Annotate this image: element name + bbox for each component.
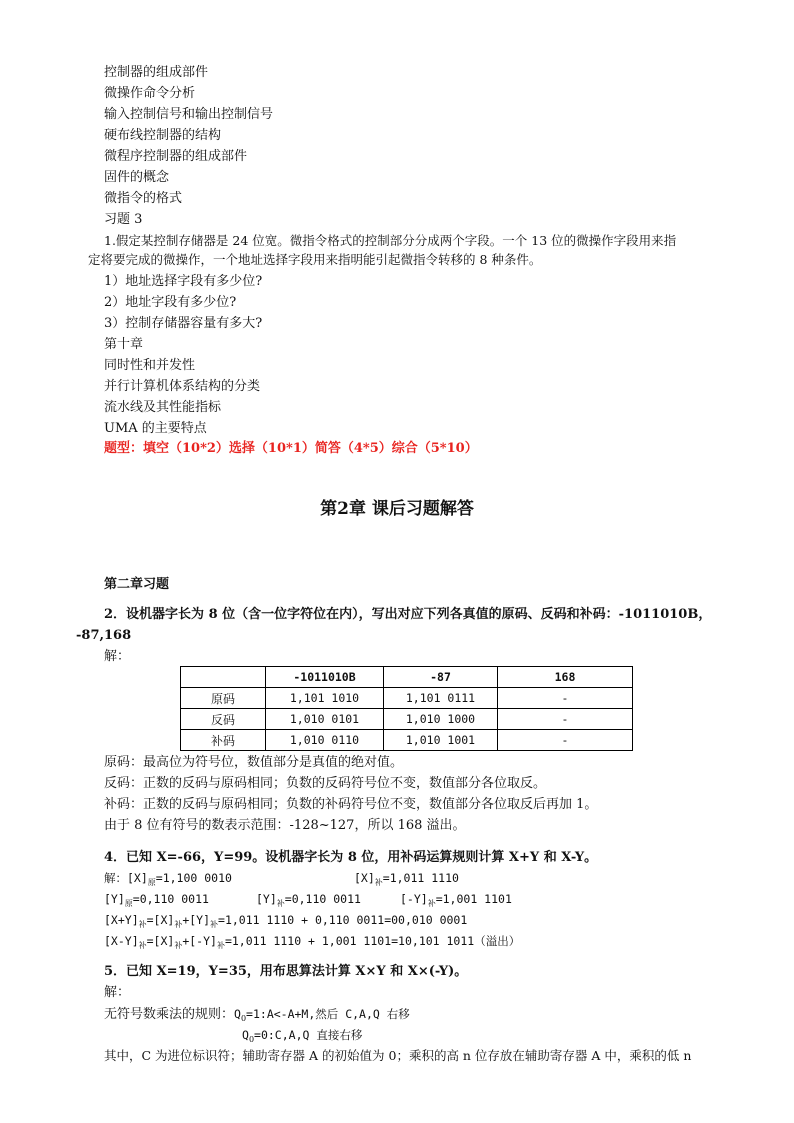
table-header-cell xyxy=(181,667,266,688)
q1-sub-item: 1）地址选择字段有多少位? xyxy=(104,274,263,289)
q1-text-line: 定将要完成的微操作，一个地址选择字段用来指明能引起微指令转移的 8 种条件。 xyxy=(88,252,542,267)
p2-solve-label: 解： xyxy=(104,649,131,664)
x-orig-value: =1,100 0010 xyxy=(155,871,232,885)
x-orig-label: [X] xyxy=(127,871,148,885)
sum-part: =1,011 1110 + 0,110 0011=00,010 0001 xyxy=(218,913,468,927)
toc-item: 微指令的格式 xyxy=(104,191,183,206)
p4-question: 4．已知 X=-66，Y=99。设机器字长为 8 位，用补码运算规则计算 X+Y 和 X-Y。 xyxy=(104,850,598,865)
p2-question-line: 2．设机器字长为 8 位（含一位字符位在内），写出对应下列各真值的原码、反码和补码：-1011010B， xyxy=(104,607,712,622)
table-cell: - xyxy=(498,709,633,730)
toc-item: 输入控制信号和输出控制信号 xyxy=(104,107,274,122)
table-header-cell: 168 xyxy=(498,667,633,688)
q1-text-line: 1.假定某控制存储器是 24 位宽。微指令格式的控制部分分成两个字段。一个 13 位的微操作字段用来指 xyxy=(104,233,677,248)
neg-y-comp-label: [-Y] xyxy=(400,892,428,906)
diff-part: =[X] xyxy=(146,934,175,948)
p2-note: 原码：最高位为符号位，数值部分是真值的绝对值。 xyxy=(104,755,404,770)
table-cell: 1,010 0101 xyxy=(266,709,384,730)
p4-sum-line xyxy=(104,911,467,934)
diff-part: +[-Y] xyxy=(182,934,217,948)
sub-comp: 补 xyxy=(210,920,219,929)
table-row xyxy=(181,709,633,730)
sum-part: =[X] xyxy=(146,913,175,927)
p2-note: 反码：正数的反码与原码相同；负数的反码符号位不变，数值部分各位取反。 xyxy=(104,776,547,791)
diff-part: =1,011 1110 + 1,001 1101=10,101 1011（溢出） xyxy=(224,934,521,948)
toc-item: 硬布线控制器的结构 xyxy=(104,128,222,143)
row-label: 反码 xyxy=(181,709,266,730)
p2-note: 补码：正数的反码与原码相同；负数的补码符号位不变，数值部分各位取反后再加 1。 xyxy=(104,797,598,812)
sub-comp: 补 xyxy=(374,878,383,887)
ch10-item: UMA 的主要特点 xyxy=(104,421,207,436)
rule-sub: 0 xyxy=(240,1014,247,1023)
table-row xyxy=(181,688,633,709)
p5-rule-line xyxy=(242,1026,362,1049)
chapter-title: 第2章 课后习题解答 xyxy=(320,499,474,519)
p4-solve-label: 解： xyxy=(104,871,127,885)
sub-comp: 补 xyxy=(427,899,436,908)
y-orig-label: [Y] xyxy=(104,892,125,906)
table-header-row xyxy=(181,667,633,688)
rule-q: Q xyxy=(242,1028,249,1042)
toc-item: 微操作命令分析 xyxy=(104,86,196,101)
y-comp-label: [Y] xyxy=(256,892,277,906)
rule-text: =0:C,A,Q 直接右移 xyxy=(254,1028,363,1042)
x-comp-value: =1,011 1110 xyxy=(382,871,459,885)
code-table xyxy=(180,666,633,751)
sub-comp: 补 xyxy=(138,920,147,929)
sub-comp: 补 xyxy=(276,899,285,908)
rule-text: =1:A<-A+M,然后 C,A,Q 右移 xyxy=(246,1007,410,1021)
q1-sub-item: 3）控制存储器容量有多大? xyxy=(104,316,263,331)
table-row xyxy=(181,730,633,751)
sub-comp: 补 xyxy=(216,941,225,950)
table-cell: 1,101 0111 xyxy=(384,688,498,709)
ch10-item: 流水线及其性能指标 xyxy=(104,400,222,415)
p5-explanation: 其中，C 为进位标识符；辅助寄存器 A 的初始值为 0；乘积的高 n 位存放在辅助寄存器 A 中，乘积的低 n xyxy=(104,1048,692,1063)
sum-part: +[Y] xyxy=(182,913,211,927)
diff-part: [X-Y] xyxy=(104,934,139,948)
rule-label: 无符号数乘法的规则： xyxy=(104,1007,235,1022)
p5-solve-label: 解： xyxy=(104,985,131,1000)
sub-orig: 原 xyxy=(147,878,156,887)
p2-question-line: -87,168 xyxy=(76,628,132,643)
table-cell: 1,101 1010 xyxy=(266,688,384,709)
p2-note: 由于 8 位有符号的数表示范围：-128~127，所以 168 溢出。 xyxy=(104,818,466,833)
x-comp-label: [X] xyxy=(354,871,375,885)
q1-sub-item: 2）地址字段有多少位? xyxy=(104,295,237,310)
p5-question: 5．已知 X=19，Y=35，用布思算法计算 X×Y 和 X×(-Y)。 xyxy=(104,964,468,979)
p4-line-x xyxy=(104,869,459,892)
ch10-item: 第十章 xyxy=(104,337,144,352)
p5-rule-line xyxy=(104,1005,410,1028)
table-cell: 1,010 1001 xyxy=(384,730,498,751)
toc-item: 微程序控制器的组成部件 xyxy=(104,149,248,164)
exam-types: 题型：填空（10*2）选择（10*1）简答（4*5）综合（5*10） xyxy=(104,441,478,456)
toc-item: 控制器的组成部件 xyxy=(104,65,209,80)
sub-comp: 补 xyxy=(174,920,183,929)
sub-comp: 补 xyxy=(138,941,147,950)
row-label: 补码 xyxy=(181,730,266,751)
p4-line-y xyxy=(104,890,512,913)
toc-item: 固件的概念 xyxy=(104,170,170,185)
y-comp-value: =0,110 0011 xyxy=(284,892,361,906)
table-cell: - xyxy=(498,688,633,709)
table-cell: 1,010 0110 xyxy=(266,730,384,751)
p4-diff-line xyxy=(104,932,520,955)
row-label: 原码 xyxy=(181,688,266,709)
sub-orig: 原 xyxy=(124,899,133,908)
table-cell: - xyxy=(498,730,633,751)
table-cell: 1,010 1000 xyxy=(384,709,498,730)
rule-sub: 0 xyxy=(248,1035,255,1044)
x-comp xyxy=(354,869,459,892)
y-orig-value: =0,110 0011 xyxy=(132,892,209,906)
table-header-cell: -1011010B xyxy=(266,667,384,688)
y-comp xyxy=(256,890,361,913)
ch10-item: 同时性和并发性 xyxy=(104,358,196,373)
ch10-item: 并行计算机体系结构的分类 xyxy=(104,379,261,394)
neg-y-comp-value: =1,001 1101 xyxy=(435,892,512,906)
table-header-cell: -87 xyxy=(384,667,498,688)
toc-item: 习题 3 xyxy=(104,212,143,227)
neg-y-comp xyxy=(400,890,512,913)
rule-q: Q xyxy=(234,1007,241,1021)
section-title: 第二章习题 xyxy=(104,577,170,592)
sub-comp: 补 xyxy=(174,941,183,950)
sum-part: [X+Y] xyxy=(104,913,139,927)
